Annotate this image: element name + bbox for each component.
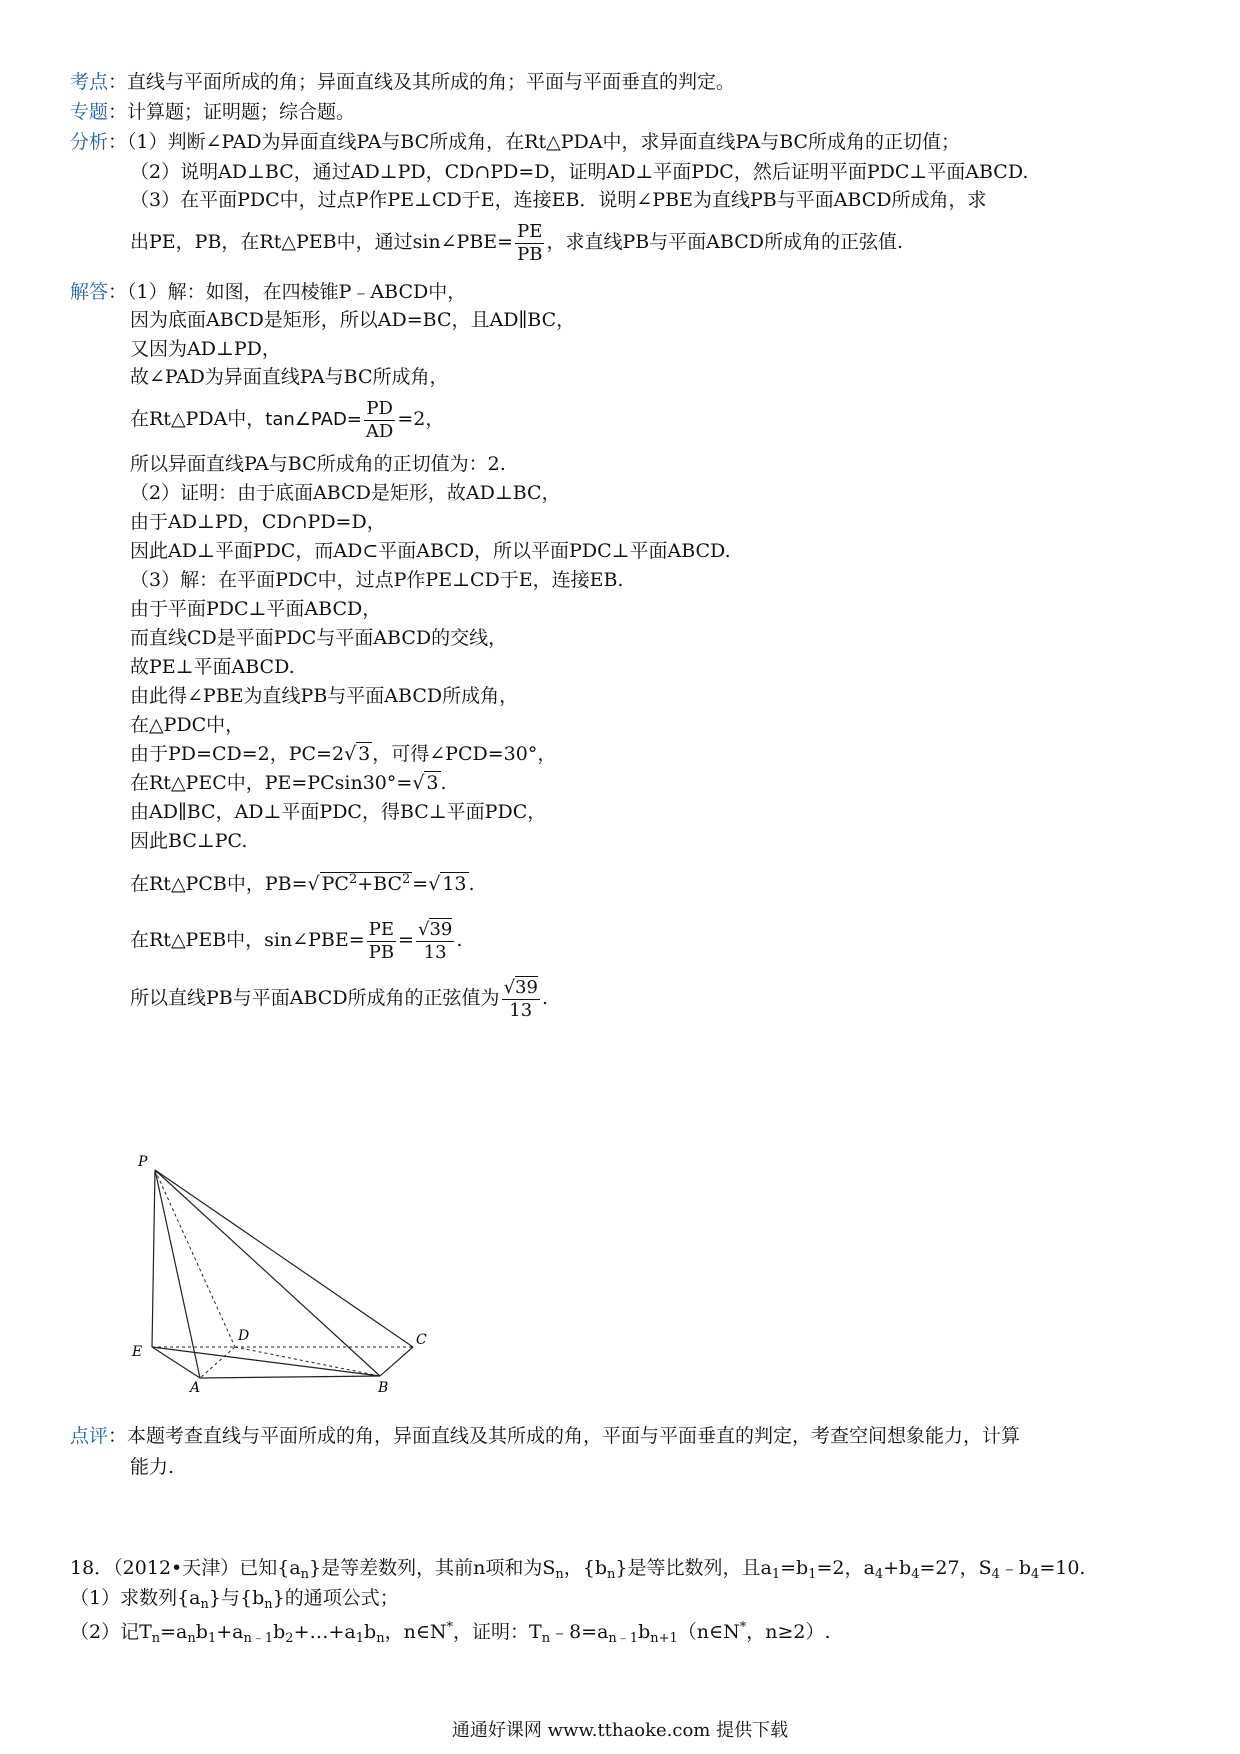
jieda-line-12: 故PE⊥平面ABCD. bbox=[130, 656, 295, 678]
pe-post: . bbox=[440, 772, 447, 794]
fin-post: . bbox=[541, 987, 548, 1009]
pyramid-figure bbox=[132, 1150, 500, 1396]
sin-num: PE bbox=[367, 919, 396, 942]
fin-num-wrap: √39 bbox=[503, 977, 538, 998]
q18-p2-sub-n4: n bbox=[541, 1631, 551, 1646]
q18-p2j: ﹣8=a bbox=[550, 1621, 609, 1643]
tan-pre: 在Rt△PDA中， bbox=[130, 408, 266, 430]
q18-mid5: =2，a bbox=[816, 1557, 875, 1579]
jieda-line-1 bbox=[70, 280, 466, 304]
zhuanti-text: ：计算题；证明题；综合题。 bbox=[108, 101, 356, 123]
pc-sqrt: √ 3 bbox=[344, 743, 371, 765]
label-p: P bbox=[138, 1154, 148, 1170]
pb-plus: +BC bbox=[357, 873, 403, 895]
fenxi-line-4 bbox=[130, 218, 903, 266]
q18-p2m: ，n≥2）. bbox=[746, 1621, 831, 1643]
pb-sup-a: 2 bbox=[348, 872, 358, 887]
tan-post: =2， bbox=[397, 408, 445, 430]
edge-da bbox=[200, 1347, 235, 1378]
q18-sub-n-3: n bbox=[607, 1567, 616, 1582]
dianping-text-1: ：本题考查直线与平面所成的角，异面直线及其所成的角，平面与平面垂直的判定，考查空间想象能力，计算 bbox=[108, 1425, 1021, 1447]
q18-mid3: }是等比数列，且a bbox=[615, 1557, 772, 1579]
label-d: D bbox=[238, 1328, 250, 1344]
jieda-ad-line: 由AD∥BC，AD⊥平面PDC，得BC⊥平面PDC， bbox=[130, 801, 547, 823]
q18-line-2 bbox=[70, 1586, 399, 1617]
q18-mid2: ，{b bbox=[563, 1557, 608, 1579]
tan-den: AD bbox=[365, 420, 394, 442]
sin-pre: 在Rt△PEB中，sin∠PBE= bbox=[130, 929, 365, 951]
jieda-final-line bbox=[130, 972, 548, 1024]
q18-sub-4b: 4 bbox=[911, 1567, 920, 1582]
pb-rad-a: PC bbox=[321, 873, 349, 895]
q18-mid6: +b bbox=[883, 1557, 912, 1579]
q18-p2-star-2: * bbox=[739, 1620, 747, 1635]
q18-mid4: =b bbox=[780, 1557, 809, 1579]
tan-fraction bbox=[364, 398, 395, 443]
pb-eq: = bbox=[412, 873, 429, 895]
jieda-colon: ： bbox=[108, 281, 128, 303]
fenxi-last-post: ，求直线PB与平面ABCD所成角的正弦值. bbox=[546, 231, 904, 253]
q18-sub-1a: 1 bbox=[771, 1567, 781, 1582]
sin-den: PB bbox=[368, 941, 395, 963]
pc-pre: 由于PD=CD=2，PC=2 bbox=[130, 743, 345, 765]
q18-p1: （1）求数列{a bbox=[70, 1587, 201, 1609]
jieda-line-8: 因此AD⊥平面PDC，而AD⊂平面ABCD，所以平面PDC⊥平面ABCD. bbox=[130, 540, 731, 562]
pb-sqrt: √ $PC^2+BC^2$ bbox=[307, 872, 411, 895]
jieda-line-13: 由此得∠PBE为直线PB与平面ABCD所成角， bbox=[130, 685, 519, 707]
zhuanti-label: 专题 bbox=[70, 101, 109, 123]
jieda-line-2: 因为底面ABCD是矩形，所以AD=BC，且AD∥BC， bbox=[130, 309, 576, 331]
q18-p1-sub-n: n bbox=[200, 1597, 209, 1612]
edge-pd bbox=[155, 1170, 235, 1347]
q18-sub-n-1: n bbox=[300, 1567, 310, 1582]
q18-mid1: }是等差数列，其前n项和为S bbox=[309, 1557, 556, 1579]
pe-pre: 在Rt△PEC中，PE=PCsin30°= bbox=[130, 772, 413, 794]
q18-p2e: b bbox=[273, 1621, 286, 1643]
q18-p2-sub-n3: n bbox=[376, 1631, 385, 1646]
edge-pe bbox=[152, 1170, 155, 1347]
fenxi-line-1 bbox=[70, 130, 960, 154]
q18-tail: =10. bbox=[1039, 1557, 1086, 1579]
fin-pre: 所以直线PB与平面ABCD所成角的正弦值为 bbox=[130, 987, 500, 1009]
q18-p2f: +…+a bbox=[293, 1621, 356, 1643]
edge-eb bbox=[152, 1347, 380, 1376]
pb-post: . bbox=[468, 873, 475, 895]
dianping-label: 点评 bbox=[70, 1425, 109, 1447]
kaodian-text: ：直线与平面所成的角；异面直线及其所成的角；平面与平面垂直的判定。 bbox=[108, 71, 736, 93]
label-e: E bbox=[132, 1344, 143, 1360]
q18-sub-4c: 4 bbox=[991, 1567, 1000, 1582]
fenxi-label: 分析 bbox=[70, 131, 109, 153]
q18-head: 18．（2012•天津）已知{a bbox=[70, 1557, 301, 1579]
q18-p2-sub-nm1b: n﹣1 bbox=[608, 1631, 639, 1646]
tan-expr: tan∠PAD= bbox=[265, 409, 362, 430]
fenxi-last-pre: 出PE，PB，在Rt△PEB中，通过sin∠PBE= bbox=[130, 231, 514, 253]
pb-sqrt-2: √ 13 bbox=[428, 873, 467, 895]
q18-p2-sub-n2: n bbox=[187, 1631, 196, 1646]
jieda-line-3: 又因为AD⊥PD， bbox=[130, 338, 281, 360]
q18-p2i: ，证明：T bbox=[453, 1621, 542, 1643]
q18-p2-sub-1b: 1 bbox=[355, 1631, 365, 1646]
jieda-pc-line bbox=[130, 742, 556, 766]
q18-mid8: ﹣b bbox=[999, 1557, 1032, 1579]
tan-num: PD bbox=[364, 398, 395, 421]
jieda-line-10: 由于平面PDC⊥平面ABCD， bbox=[130, 598, 382, 620]
q18-sub-4a: 4 bbox=[874, 1567, 884, 1582]
q18-sub-1b: 1 bbox=[808, 1567, 817, 1582]
q18-p2-sub-np1: n+1 bbox=[650, 1631, 678, 1646]
pb-sup-b: 2 bbox=[402, 872, 411, 887]
jieda-sin-line bbox=[130, 914, 462, 966]
edge-bc bbox=[380, 1347, 413, 1376]
pc-post: ，可得∠PCD=30°， bbox=[372, 743, 557, 765]
pb-radicand bbox=[320, 872, 413, 895]
label-c: C bbox=[416, 1332, 427, 1348]
sin-fraction-2 bbox=[416, 918, 454, 964]
q18-p2-sub-n1: n bbox=[151, 1631, 161, 1646]
q18-p1b-sub-n: n bbox=[264, 1597, 273, 1612]
q18-p2l: （n∈N bbox=[677, 1621, 740, 1643]
fenxi-frac-num: PE bbox=[515, 221, 544, 244]
q18-p2-star-1: * bbox=[446, 1620, 454, 1635]
fenxi-line-2: （2）说明AD⊥BC，通过AD⊥PD，CD∩PD=D，证明AD⊥平面PDC，然后证明平面PDC⊥平面ABCD. bbox=[130, 161, 1029, 183]
q18-p2-sub-2: 2 bbox=[285, 1631, 294, 1646]
fenxi-frac-den: PB bbox=[517, 243, 543, 265]
jieda-label: 解答 bbox=[70, 281, 109, 303]
fin-den: 13 bbox=[509, 1000, 533, 1021]
edge-db bbox=[235, 1347, 380, 1376]
q18-p1c: }的通项公式； bbox=[272, 1587, 399, 1609]
q18-p1b: }与{b bbox=[208, 1587, 265, 1609]
fenxi-line-3: （3）在平面PDC中，过点P作PE⊥CD于E，连接EB．说明∠PBE为直线PB与平面ABCD所成角，求 bbox=[130, 189, 987, 211]
q18-p2-sub-nm1: n﹣1 bbox=[243, 1631, 274, 1646]
q18-sub-n-2: n bbox=[555, 1567, 564, 1582]
jieda-tan-line bbox=[130, 395, 444, 444]
jieda-pe-line bbox=[130, 771, 447, 795]
edge-ab bbox=[200, 1376, 380, 1378]
q18-line-3 bbox=[70, 1616, 831, 1651]
fin-num: 39 bbox=[515, 977, 538, 998]
jieda-line-9: （3）解：在平面PDC中，过点P作PE⊥CD于E，连接EB. bbox=[130, 569, 624, 591]
jieda-line-5: 所以异面直线PA与BC所成角的正切值为：2. bbox=[130, 453, 506, 475]
q18-p2c: b bbox=[195, 1621, 208, 1643]
pb-pre: 在Rt△PCB中，PB= bbox=[130, 873, 308, 895]
jieda-pb-line bbox=[130, 860, 475, 904]
pc-rad: 3 bbox=[358, 743, 371, 765]
edge-pb bbox=[155, 1170, 380, 1376]
q18-mid7: =27，S bbox=[919, 1557, 992, 1579]
sin-fraction-1 bbox=[367, 919, 396, 964]
fenxi-colon: ： bbox=[108, 131, 128, 153]
jieda-line-7: 由于AD⊥PD，CD∩PD=D， bbox=[130, 511, 386, 533]
q18-p2h: ，n∈N bbox=[384, 1621, 447, 1643]
q18-p2d: +a bbox=[216, 1621, 244, 1643]
q18-p2g: b bbox=[364, 1621, 377, 1643]
sin-num2-wrap: √39 bbox=[417, 919, 453, 940]
q18-p2a: （2）记T bbox=[70, 1621, 152, 1643]
fenxi-fraction bbox=[515, 221, 544, 266]
sin-eq: = bbox=[398, 929, 414, 951]
sin-post: . bbox=[456, 929, 463, 951]
jieda-line-14: 在△PDC中， bbox=[130, 714, 245, 736]
jieda-text-1: （1）解：如图，在四棱锥P﹣ABCD中， bbox=[127, 281, 467, 303]
jieda-line-6: （2）证明：由于底面ABCD是矩形，故AD⊥BC， bbox=[130, 482, 561, 504]
q18-p2k: b bbox=[638, 1621, 651, 1643]
pb-rad-c: 13 bbox=[442, 873, 467, 895]
q18-p2b: =a bbox=[160, 1621, 188, 1643]
footer-text: 通通好课网 www.tthaoke.com 提供下载 bbox=[451, 1720, 789, 1741]
q18-sub-4d: 4 bbox=[1031, 1567, 1040, 1582]
fin-fraction bbox=[502, 976, 540, 1022]
q18-p2-sub-1: 1 bbox=[207, 1631, 217, 1646]
label-a: A bbox=[190, 1380, 201, 1396]
dianping-line-1 bbox=[70, 1424, 1020, 1448]
kaodian-label: 考点 bbox=[70, 71, 109, 93]
fenxi-text-1: （1）判断∠PAD为异面直线PA与BC所成角，在Rt△PDA中，求异面直线PA与BC所成角的正切值； bbox=[127, 131, 961, 153]
kaodian-line bbox=[70, 70, 735, 94]
pe-sqrt: √ 3 bbox=[412, 772, 439, 794]
zhuanti-line bbox=[70, 100, 355, 124]
q18-line-1 bbox=[70, 1556, 1085, 1587]
label-b: B bbox=[378, 1380, 389, 1396]
dianping-line-2: 能力. bbox=[130, 1456, 175, 1478]
pe-rad: 3 bbox=[426, 772, 439, 794]
sin-num2: 39 bbox=[429, 919, 453, 940]
edge-pc bbox=[155, 1170, 413, 1347]
sin-den2: 13 bbox=[423, 942, 447, 963]
jieda-line-11: 而直线CD是平面PDC与平面ABCD的交线， bbox=[130, 627, 508, 649]
jieda-line-4: 故∠PAD为异面直线PA与BC所成角， bbox=[130, 366, 449, 388]
jieda-bc-line: 因此BC⊥PC. bbox=[130, 830, 248, 852]
